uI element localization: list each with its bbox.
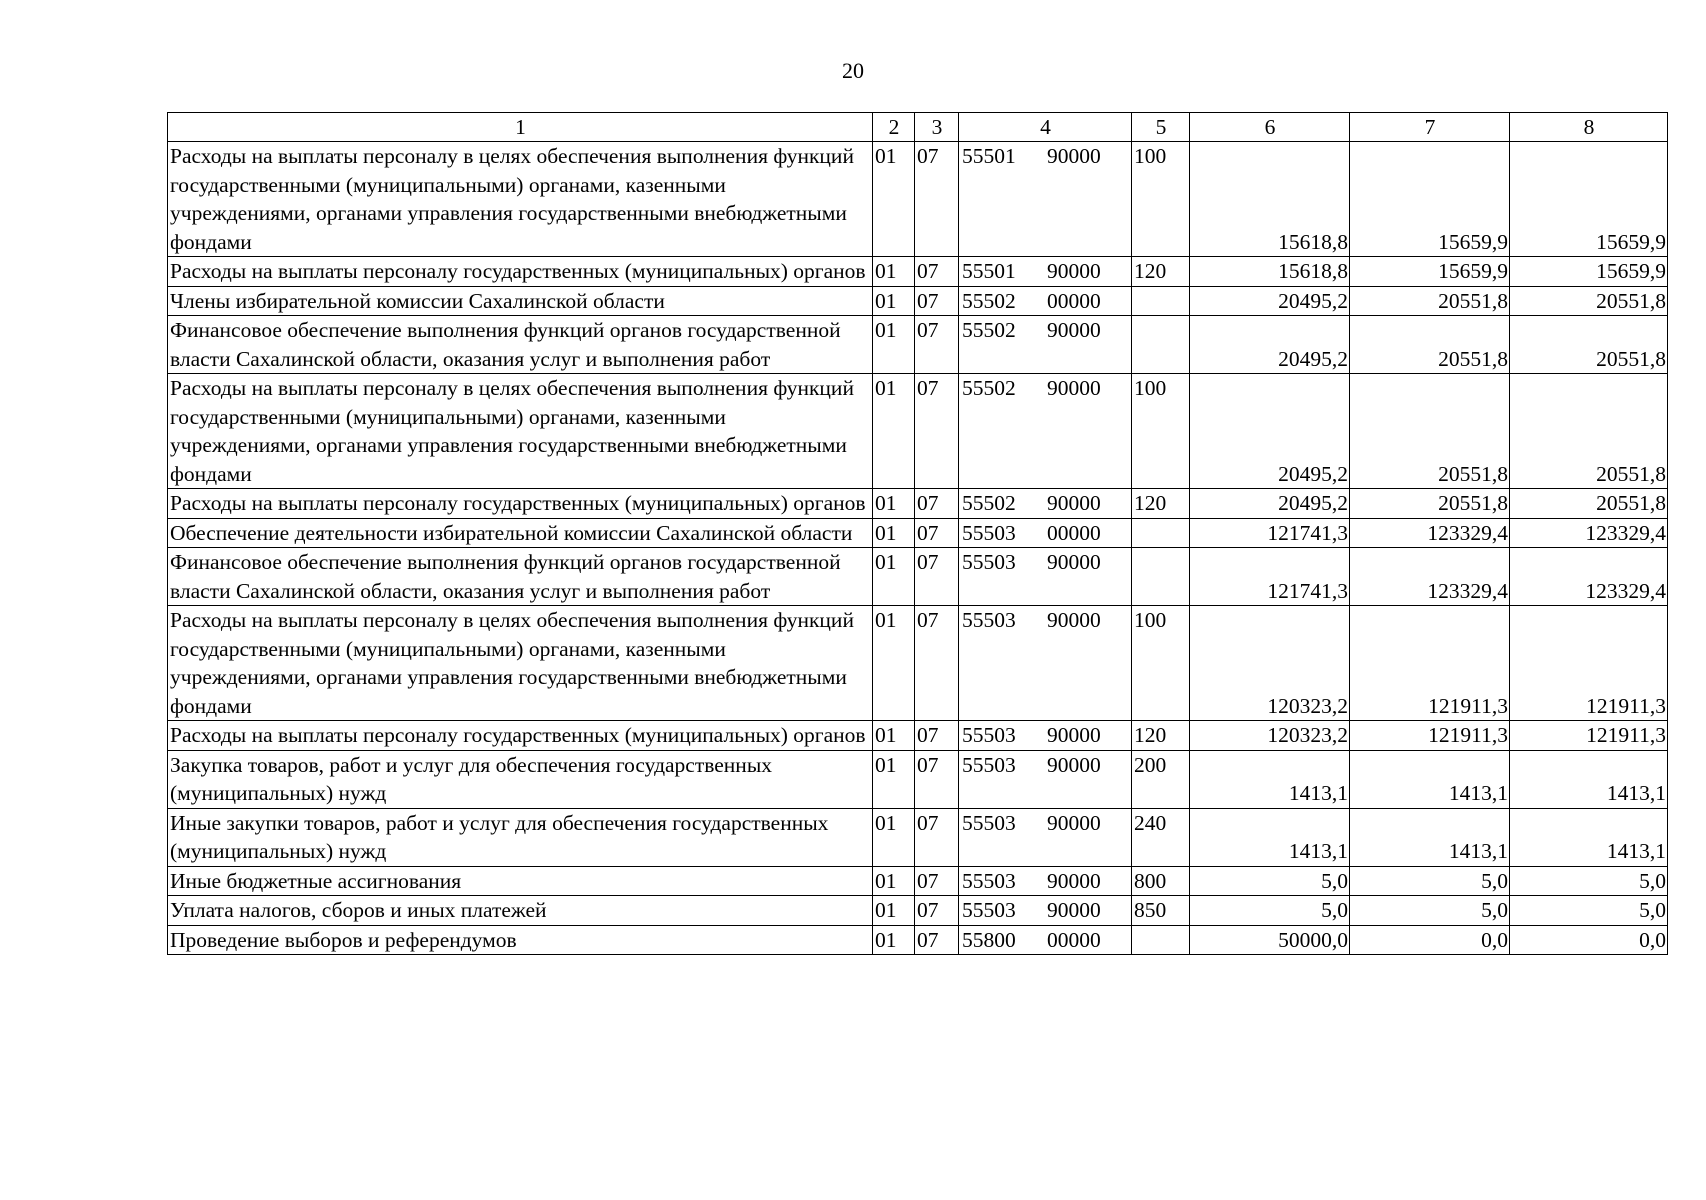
expense-type-cell: 200 <box>1132 750 1190 808</box>
subsection-code-cell: 07 <box>915 142 959 257</box>
target-article-cell <box>959 518 1132 548</box>
target-article-cell <box>959 896 1132 926</box>
expense-name-cell: Обеспечение деятельности избирательной комиссии Сахалинской области <box>168 518 873 548</box>
program-code: 55502 <box>962 288 1016 313</box>
program-code: 55502 <box>962 491 1016 515</box>
header-cell: 5 <box>1132 113 1190 142</box>
expense-name-cell: Расходы на выплаты персоналу в целях обеспечения выполнения функций государственными (муниципальными) органами, казенными учреждениями, органами управления государственными внебюджетными фондами <box>168 142 873 257</box>
target-article-cell <box>959 925 1132 955</box>
program-code: 55503 <box>962 723 1016 747</box>
amount-col-7: 123329,4 <box>1350 548 1510 606</box>
expense-type-cell: 100 <box>1132 142 1190 257</box>
table-row <box>168 750 1668 808</box>
amount-col-8: 15659,9 <box>1510 257 1668 287</box>
amount-col-6: 15618,8 <box>1190 142 1350 257</box>
header-cell: 7 <box>1350 113 1510 142</box>
direction-code: 90000 <box>1047 550 1101 574</box>
table-row <box>168 925 1668 955</box>
amount-col-6: 5,0 <box>1190 896 1350 926</box>
subsection-code-cell: 07 <box>915 866 959 896</box>
direction-code: 90000 <box>1047 868 1101 893</box>
budget-table <box>167 112 1668 955</box>
expense-type-cell: 120 <box>1132 489 1190 519</box>
target-article-cell <box>959 866 1132 896</box>
target-article-cell <box>959 489 1132 519</box>
amount-col-6: 120323,2 <box>1190 606 1350 721</box>
target-article-cell <box>959 316 1132 374</box>
expense-type-cell: 120 <box>1132 257 1190 287</box>
subsection-code-cell: 07 <box>915 286 959 316</box>
expense-name-cell: Закупка товаров, работ и услуг для обеспечения государственных (муниципальных) нужд <box>168 750 873 808</box>
amount-col-7: 123329,4 <box>1350 518 1510 548</box>
table-row <box>168 808 1668 866</box>
program-code: 55503 <box>962 898 1016 922</box>
table-row <box>168 866 1668 896</box>
expense-name-cell: Расходы на выплаты персоналу государственных (муниципальных) органов <box>168 257 873 287</box>
program-code: 55503 <box>962 752 1016 777</box>
subsection-code-cell: 07 <box>915 489 959 519</box>
amount-col-7: 121911,3 <box>1350 606 1510 721</box>
header-cell: 2 <box>873 113 915 142</box>
amount-col-8: 15659,9 <box>1510 142 1668 257</box>
table-row <box>168 316 1668 374</box>
amount-col-8: 123329,4 <box>1510 518 1668 548</box>
amount-col-6: 1413,1 <box>1190 750 1350 808</box>
table-row <box>168 721 1668 751</box>
expense-name-cell: Расходы на выплаты персоналу в целях обеспечения выполнения функций государственными (муниципальными) органами, казенными учреждениями, органами управления государственными внебюджетными фондами <box>168 374 873 489</box>
amount-col-7: 20551,8 <box>1350 374 1510 489</box>
program-code: 55501 <box>962 259 1016 283</box>
program-code: 55503 <box>962 868 1016 893</box>
direction-code: 90000 <box>1047 752 1101 777</box>
target-article-cell <box>959 257 1132 287</box>
expense-name-cell: Расходы на выплаты персоналу в целях обеспечения выполнения функций государственными (муниципальными) органами, казенными учреждениями, органами управления государственными внебюджетными фондами <box>168 606 873 721</box>
amount-col-8: 1413,1 <box>1510 808 1668 866</box>
section-code-cell: 01 <box>873 721 915 751</box>
section-code-cell: 01 <box>873 142 915 257</box>
subsection-code-cell: 07 <box>915 257 959 287</box>
amount-col-8: 121911,3 <box>1510 721 1668 751</box>
header-cell: 3 <box>915 113 959 142</box>
section-code-cell: 01 <box>873 518 915 548</box>
target-article-cell <box>959 750 1132 808</box>
amount-col-6: 121741,3 <box>1190 548 1350 606</box>
subsection-code-cell: 07 <box>915 374 959 489</box>
amount-col-7: 5,0 <box>1350 896 1510 926</box>
direction-code: 90000 <box>1047 376 1101 400</box>
target-article-cell <box>959 721 1132 751</box>
expense-name-cell: Иные бюджетные ассигнования <box>168 866 873 896</box>
direction-code: 90000 <box>1047 259 1101 283</box>
expense-name-cell: Финансовое обеспечение выполнения функций органов государственной власти Сахалинской области, оказания услуг и выполнения работ <box>168 316 873 374</box>
amount-col-7: 1413,1 <box>1350 808 1510 866</box>
expense-type-cell <box>1132 316 1190 374</box>
expense-type-cell: 100 <box>1132 374 1190 489</box>
program-code: 55502 <box>962 318 1016 342</box>
subsection-code-cell: 07 <box>915 606 959 721</box>
direction-code: 90000 <box>1047 810 1101 835</box>
table-row <box>168 489 1668 519</box>
amount-col-7: 5,0 <box>1350 866 1510 896</box>
expense-type-cell <box>1132 548 1190 606</box>
direction-code: 00000 <box>1047 520 1101 545</box>
amount-col-6: 50000,0 <box>1190 925 1350 955</box>
amount-col-6: 5,0 <box>1190 866 1350 896</box>
subsection-code-cell: 07 <box>915 750 959 808</box>
amount-col-7: 121911,3 <box>1350 721 1510 751</box>
section-code-cell: 01 <box>873 925 915 955</box>
table-row <box>168 286 1668 316</box>
amount-col-6: 20495,2 <box>1190 316 1350 374</box>
direction-code: 90000 <box>1047 491 1101 515</box>
amount-col-7: 15659,9 <box>1350 257 1510 287</box>
section-code-cell: 01 <box>873 257 915 287</box>
section-code-cell: 01 <box>873 316 915 374</box>
amount-col-8: 5,0 <box>1510 896 1668 926</box>
expense-name-cell: Расходы на выплаты персоналу государственных (муниципальных) органов <box>168 489 873 519</box>
amount-col-8: 121911,3 <box>1510 606 1668 721</box>
amount-col-6: 121741,3 <box>1190 518 1350 548</box>
table-row <box>168 896 1668 926</box>
amount-col-6: 20495,2 <box>1190 286 1350 316</box>
amount-col-7: 1413,1 <box>1350 750 1510 808</box>
target-article-cell <box>959 142 1132 257</box>
amount-col-7: 0,0 <box>1350 925 1510 955</box>
amount-col-7: 20551,8 <box>1350 489 1510 519</box>
header-cell: 6 <box>1190 113 1350 142</box>
amount-col-8: 20551,8 <box>1510 286 1668 316</box>
amount-col-8: 123329,4 <box>1510 548 1668 606</box>
expense-name-cell: Уплата налогов, сборов и иных платежей <box>168 896 873 926</box>
table-row <box>168 606 1668 721</box>
direction-code: 90000 <box>1047 144 1101 168</box>
program-code: 55800 <box>962 927 1016 952</box>
target-article-cell <box>959 808 1132 866</box>
section-code-cell: 01 <box>873 606 915 721</box>
amount-col-7: 15659,9 <box>1350 142 1510 257</box>
program-code: 55502 <box>962 376 1016 400</box>
amount-col-8: 1413,1 <box>1510 750 1668 808</box>
amount-col-8: 20551,8 <box>1510 489 1668 519</box>
amount-col-8: 0,0 <box>1510 925 1668 955</box>
expense-type-cell <box>1132 925 1190 955</box>
table-row <box>168 548 1668 606</box>
direction-code: 00000 <box>1047 288 1101 313</box>
header-row <box>168 113 1668 142</box>
page-number: 20 <box>842 58 864 83</box>
subsection-code-cell: 07 <box>915 316 959 374</box>
header-cell: 8 <box>1510 113 1668 142</box>
amount-col-8: 20551,8 <box>1510 316 1668 374</box>
header-cell: 1 <box>168 113 873 142</box>
target-article-cell <box>959 374 1132 489</box>
amount-col-6: 20495,2 <box>1190 374 1350 489</box>
amount-col-7: 20551,8 <box>1350 316 1510 374</box>
table-row <box>168 257 1668 287</box>
section-code-cell: 01 <box>873 548 915 606</box>
header-cell: 4 <box>959 113 1132 142</box>
expense-name-cell: Финансовое обеспечение выполнения функций органов государственной власти Сахалинской области, оказания услуг и выполнения работ <box>168 548 873 606</box>
direction-code: 90000 <box>1047 898 1101 922</box>
section-code-cell: 01 <box>873 750 915 808</box>
table-row <box>168 142 1668 257</box>
section-code-cell: 01 <box>873 808 915 866</box>
section-code-cell: 01 <box>873 286 915 316</box>
amount-col-6: 120323,2 <box>1190 721 1350 751</box>
direction-code: 90000 <box>1047 608 1101 632</box>
amount-col-6: 1413,1 <box>1190 808 1350 866</box>
expense-name-cell: Иные закупки товаров, работ и услуг для обеспечения государственных (муниципальных) нужд <box>168 808 873 866</box>
subsection-code-cell: 07 <box>915 925 959 955</box>
amount-col-8: 20551,8 <box>1510 374 1668 489</box>
section-code-cell: 01 <box>873 866 915 896</box>
expense-name-cell: Проведение выборов и референдумов <box>168 925 873 955</box>
target-article-cell <box>959 548 1132 606</box>
expense-type-cell: 100 <box>1132 606 1190 721</box>
amount-col-6: 20495,2 <box>1190 489 1350 519</box>
subsection-code-cell: 07 <box>915 518 959 548</box>
expense-name-cell: Члены избирательной комиссии Сахалинской области <box>168 286 873 316</box>
expense-type-cell: 120 <box>1132 721 1190 751</box>
amount-col-6: 15618,8 <box>1190 257 1350 287</box>
expense-type-cell: 240 <box>1132 808 1190 866</box>
expense-type-cell: 800 <box>1132 866 1190 896</box>
program-code: 55501 <box>962 144 1016 168</box>
target-article-cell <box>959 286 1132 316</box>
subsection-code-cell: 07 <box>915 896 959 926</box>
table-row <box>168 374 1668 489</box>
section-code-cell: 01 <box>873 374 915 489</box>
direction-code: 90000 <box>1047 723 1101 747</box>
program-code: 55503 <box>962 810 1016 835</box>
direction-code: 90000 <box>1047 318 1101 342</box>
section-code-cell: 01 <box>873 489 915 519</box>
program-code: 55503 <box>962 520 1016 545</box>
expense-name-cell: Расходы на выплаты персоналу государственных (муниципальных) органов <box>168 721 873 751</box>
program-code: 55503 <box>962 550 1016 574</box>
expense-type-cell <box>1132 286 1190 316</box>
expense-type-cell <box>1132 518 1190 548</box>
subsection-code-cell: 07 <box>915 721 959 751</box>
program-code: 55503 <box>962 608 1016 632</box>
direction-code: 00000 <box>1047 927 1101 952</box>
target-article-cell <box>959 606 1132 721</box>
section-code-cell: 01 <box>873 896 915 926</box>
subsection-code-cell: 07 <box>915 548 959 606</box>
subsection-code-cell: 07 <box>915 808 959 866</box>
amount-col-7: 20551,8 <box>1350 286 1510 316</box>
table-row <box>168 518 1668 548</box>
expense-type-cell: 850 <box>1132 896 1190 926</box>
amount-col-8: 5,0 <box>1510 866 1668 896</box>
